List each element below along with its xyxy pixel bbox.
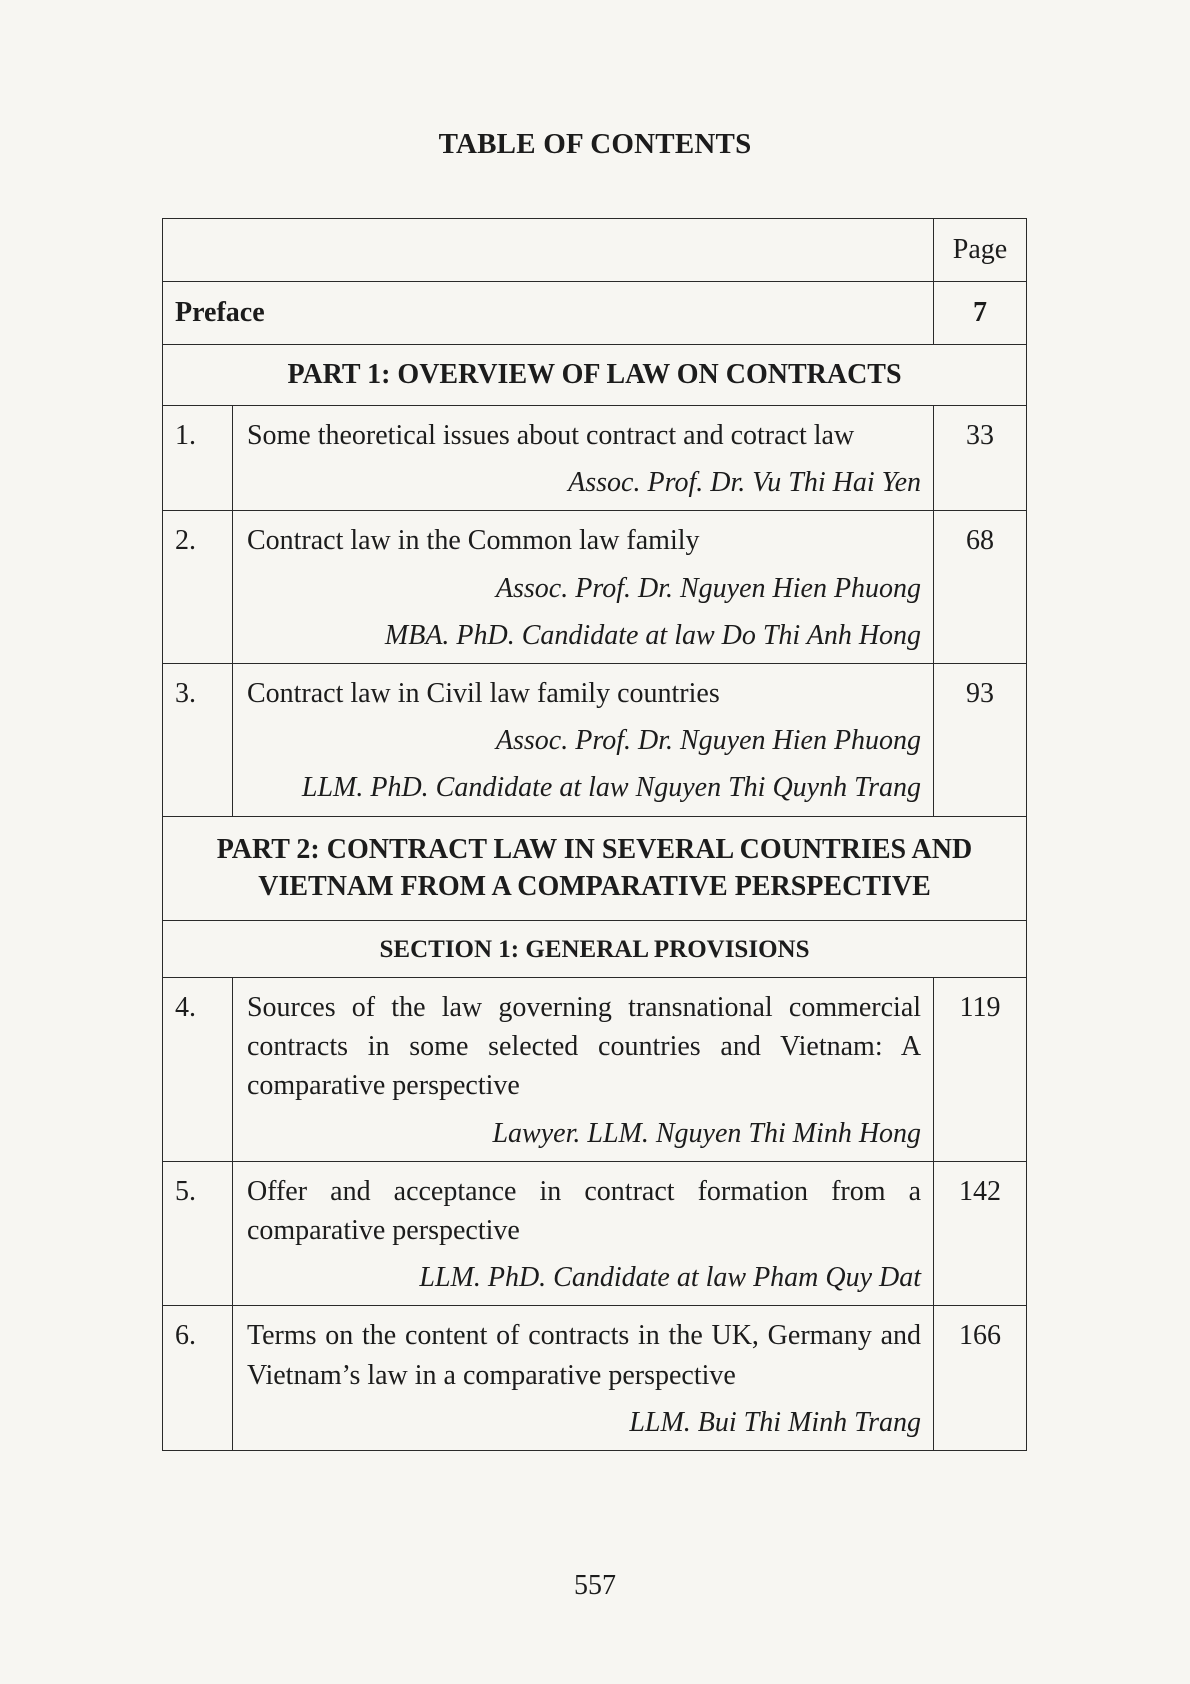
entry-page: 166 xyxy=(934,1306,1027,1451)
entry-page: 68 xyxy=(934,511,1027,664)
entry-author: Assoc. Prof. Dr. Nguyen Hien Phuong xyxy=(495,572,922,604)
entry-page: 142 xyxy=(934,1161,1027,1306)
entry-number: 1. xyxy=(163,406,233,511)
entry-title: Some theoretical issues about contract and cotract law xyxy=(246,420,855,451)
toc-entry xyxy=(163,978,1027,1162)
entry-author: Lawyer. LLM. Nguyen Thi Minh Hong xyxy=(492,1117,922,1149)
entry-page: 119 xyxy=(934,978,1027,1162)
entry-number: 5. xyxy=(163,1161,233,1306)
entry-number: 3. xyxy=(163,663,233,816)
entry-content xyxy=(232,511,933,664)
page-column-header: Page xyxy=(934,219,1027,282)
part2-heading: PART 2: CONTRACT LAW IN SEVERAL COUNTRIES AND VIETNAM FROM A COMPARATIVE PERSPECTIVE xyxy=(163,816,1027,921)
entry-title: Sources of the law governing transnational commercial contracts in some selected countries and Vietnam: A comparative perspective xyxy=(246,992,922,1102)
section1-heading: SECTION 1: GENERAL PROVISIONS xyxy=(163,921,1027,978)
toc-entry xyxy=(163,511,1027,664)
entry-title: Terms on the content of contracts in the UK, Germany and Vietnam’s law in a comparative perspective xyxy=(246,1320,922,1391)
entry-author: Assoc. Prof. Dr. Nguyen Hien Phuong xyxy=(495,725,922,757)
page-number: 557 xyxy=(574,1570,616,1601)
entry-author: LLM. PhD. Candidate at law Nguyen Thi Quynh Trang xyxy=(301,772,922,804)
toc-header-row xyxy=(163,219,1027,282)
preface-label: Preface xyxy=(163,282,934,345)
entry-author: LLM. Bui Thi Minh Trang xyxy=(629,1406,922,1438)
toc-entry xyxy=(163,406,1027,511)
entry-page: 33 xyxy=(934,406,1027,511)
preface-row xyxy=(163,282,1027,345)
part2-row xyxy=(163,816,1027,921)
entry-author: LLM. PhD. Candidate at law Pham Quy Dat xyxy=(419,1262,922,1294)
entry-number: 6. xyxy=(163,1306,233,1451)
entry-number: 2. xyxy=(163,511,233,664)
entry-number: 4. xyxy=(163,978,233,1162)
section1-row xyxy=(163,921,1027,978)
toc-entry xyxy=(163,1306,1027,1451)
part1-row xyxy=(163,345,1027,406)
entry-content xyxy=(232,406,933,511)
entry-content xyxy=(232,1161,933,1306)
toc-table xyxy=(162,218,1027,1451)
entry-author: MBA. PhD. Candidate at law Do Thi Anh Hong xyxy=(384,619,922,651)
toc-entry xyxy=(163,1161,1027,1306)
toc-entry xyxy=(163,663,1027,816)
entry-author: Assoc. Prof. Dr. Vu Thi Hai Yen xyxy=(568,467,922,499)
entry-content xyxy=(232,978,933,1162)
entry-title: Offer and acceptance in contract formation from a comparative perspective xyxy=(246,1175,922,1247)
page-title: TABLE OF CONTENTS xyxy=(438,128,752,160)
toc-header-blank xyxy=(163,219,934,282)
entry-content xyxy=(232,1306,933,1451)
entry-page: 93 xyxy=(934,663,1027,816)
preface-page: 7 xyxy=(934,282,1027,345)
entry-title: Contract law in the Common law family xyxy=(246,525,700,557)
part1-heading: PART 1: OVERVIEW OF LAW ON CONTRACTS xyxy=(163,345,1027,406)
entry-title: Contract law in Civil law family countries xyxy=(246,677,720,709)
entry-content xyxy=(232,663,933,816)
